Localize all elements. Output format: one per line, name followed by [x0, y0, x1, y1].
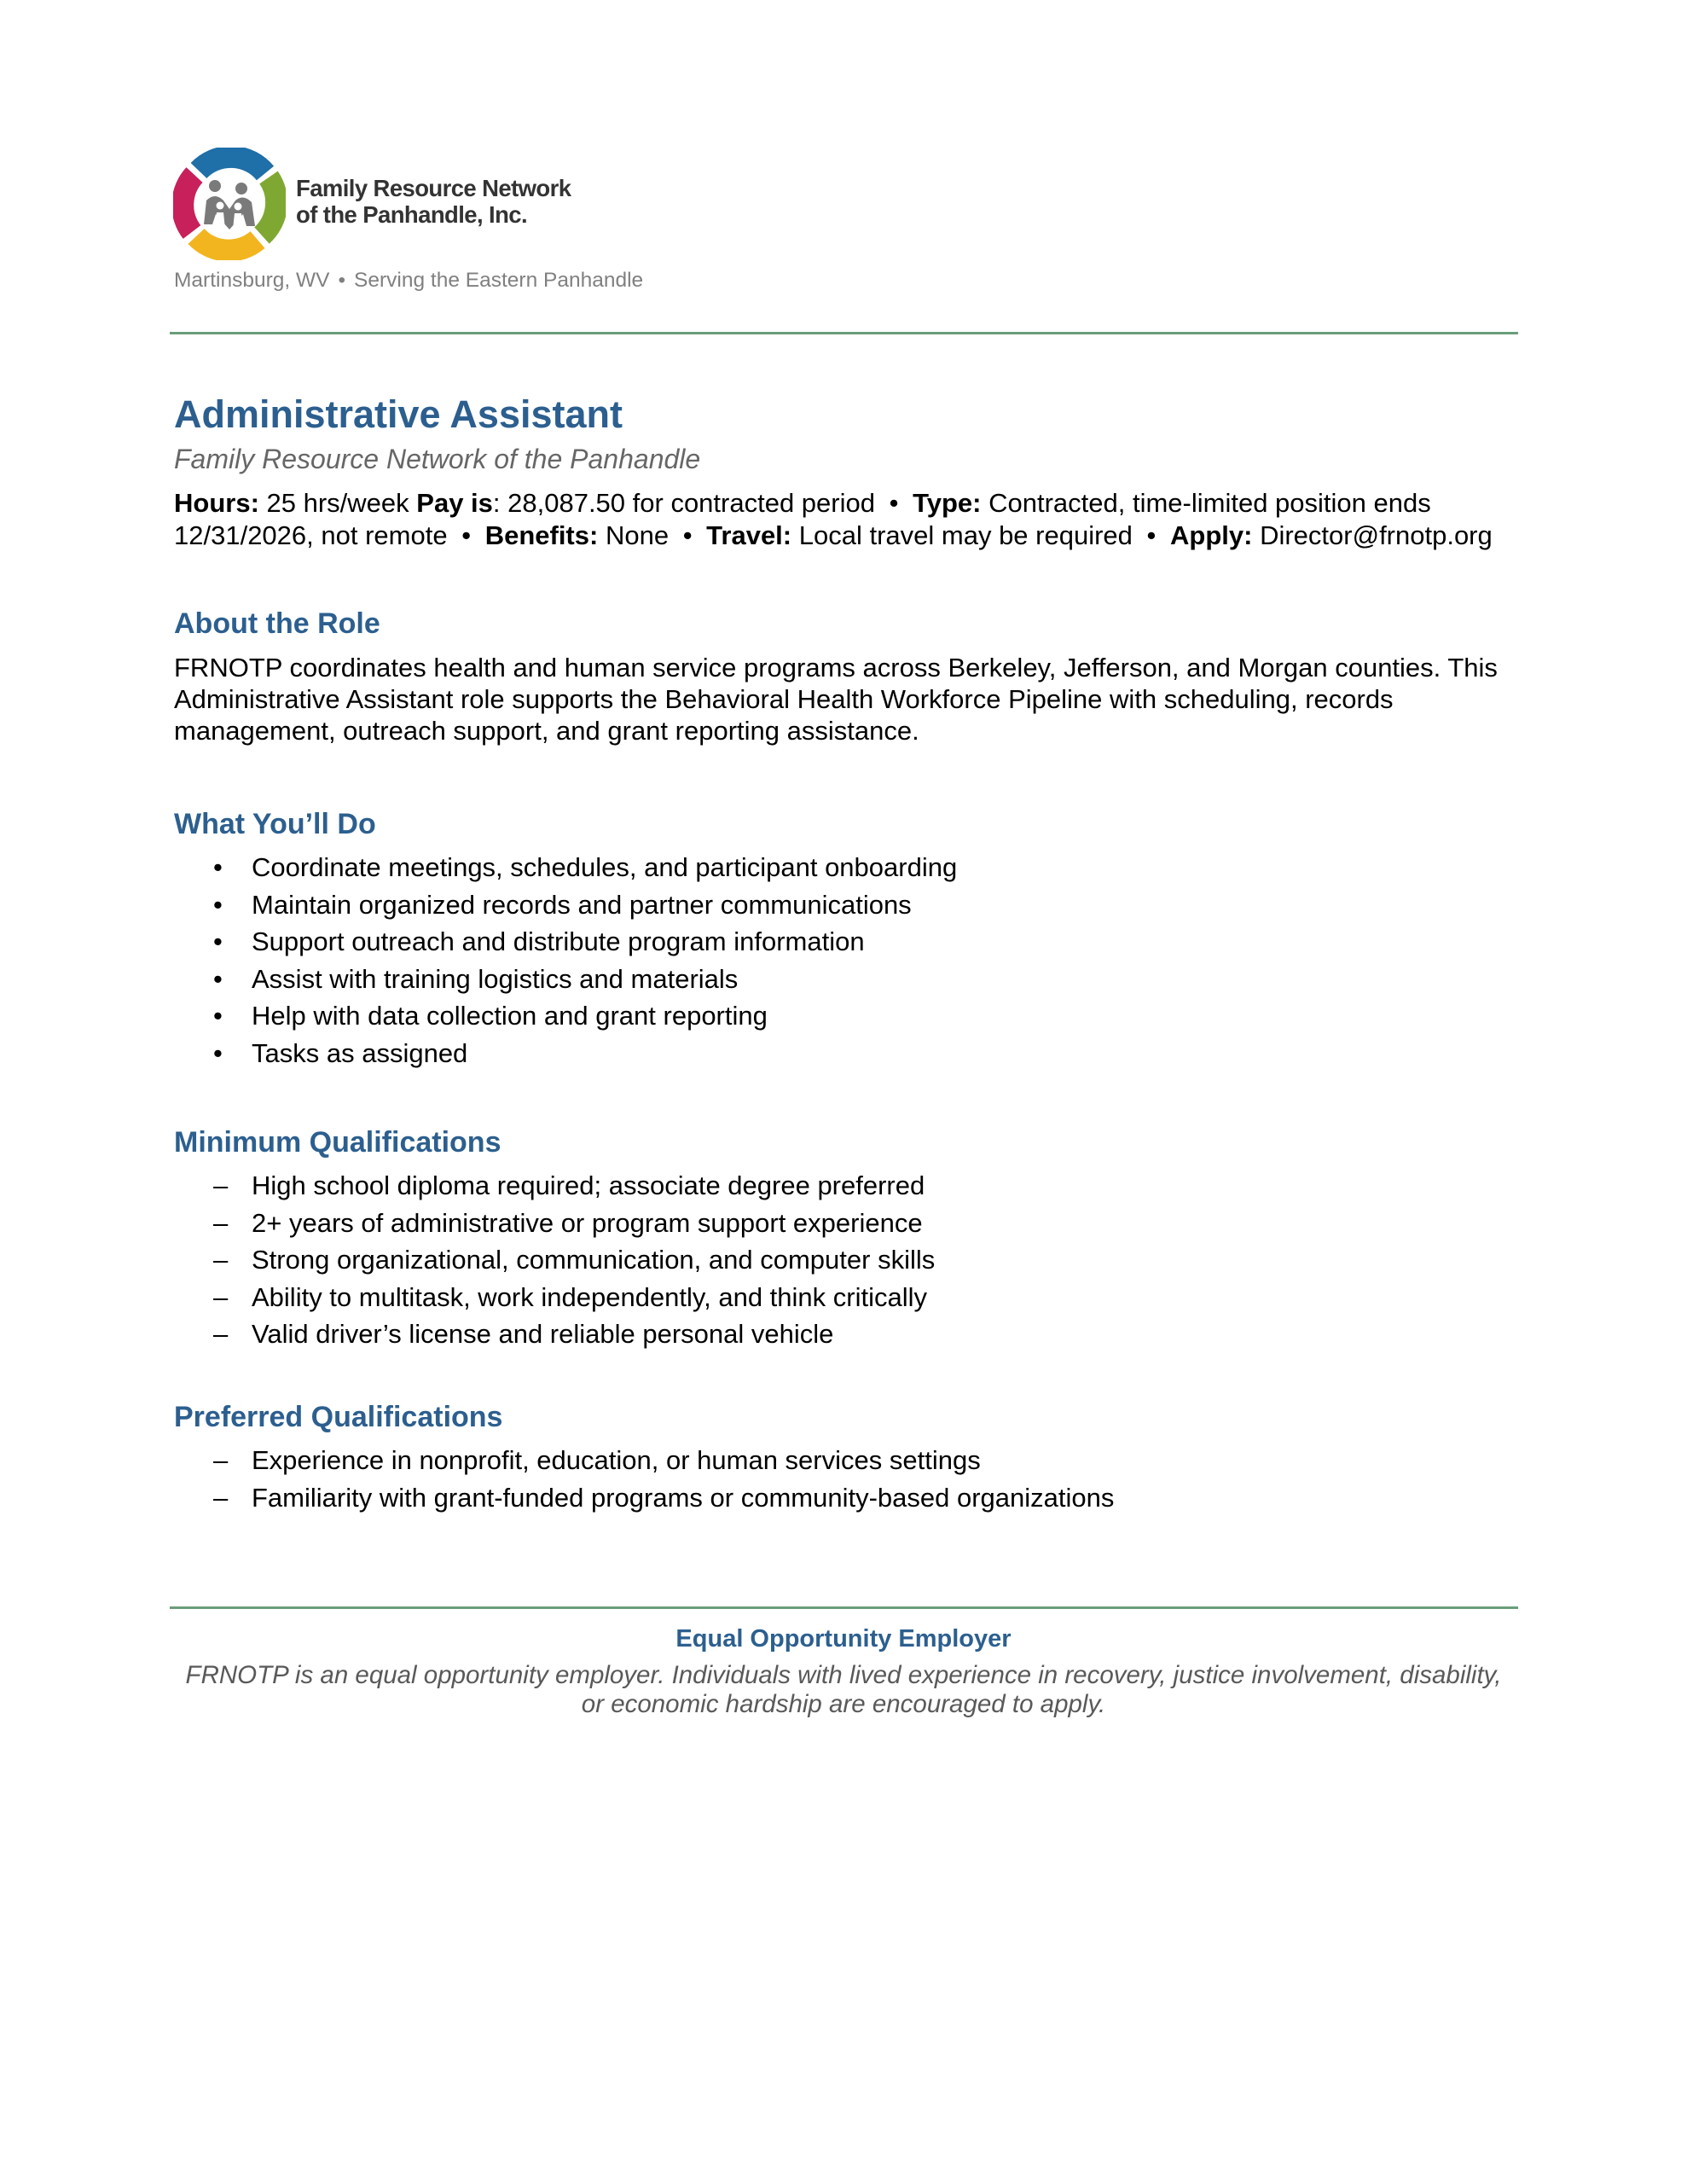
- minimum-qualifications-list: [174, 1167, 935, 1353]
- pay-value: : 28,087.50 for contracted period: [492, 488, 875, 518]
- section-heading-minimum-qualifications: Minimum Qualifications: [174, 1126, 501, 1159]
- list-item-text: Ability to multitask, work independently, and think critically: [252, 1281, 927, 1312]
- travel-value: Local travel may be required: [798, 520, 1133, 550]
- list-item-text: Assist with training logistics and materials: [252, 963, 739, 994]
- list-item: [174, 923, 957, 961]
- tagline: Serving the Eastern Panhandle: [354, 269, 644, 292]
- list-item-text: Support outreach and distribute program information: [252, 926, 865, 957]
- list-item-text: Valid driver’s license and reliable personal vehicle: [252, 1319, 834, 1350]
- job-meta: [174, 487, 1513, 551]
- pay-label: Pay is: [416, 488, 493, 518]
- separator-dot: •: [1146, 520, 1157, 550]
- list-item: [174, 1167, 935, 1205]
- bullet-icon: •: [213, 852, 223, 882]
- logo-ring-magenta: [183, 175, 194, 232]
- section-heading-duties: What You’ll Do: [174, 808, 376, 840]
- list-item-text: Strong organizational, communication, and computer skills: [252, 1245, 936, 1275]
- section-heading-about: About the Role: [174, 607, 380, 640]
- dash-icon: –: [213, 1281, 229, 1312]
- list-item-text: Experience in nonprofit, education, or human services settings: [252, 1445, 981, 1475]
- separator-dot: •: [338, 269, 346, 292]
- duties-list: [174, 849, 957, 1072]
- organization-name: [296, 175, 571, 228]
- organization-logo: [173, 148, 286, 260]
- footer-text: FRNOTP is an equal opportunity employer. Individuals with lived experience in recovery, justice involvement, disability, or economic hardship are encouraged to apply.: [185, 1661, 1502, 1718]
- list-item: [174, 1205, 935, 1242]
- separator-dot: •: [682, 520, 693, 550]
- dash-icon: –: [213, 1207, 229, 1238]
- bullet-icon: •: [213, 889, 223, 920]
- list-item: [174, 1241, 935, 1279]
- benefits-label: Benefits:: [484, 520, 599, 550]
- list-item: [174, 1479, 1114, 1517]
- list-item-text: Help with data collection and grant reporting: [252, 1001, 768, 1031]
- organization-name-line1: Family Resource Network: [296, 175, 571, 201]
- list-item-text: Coordinate meetings, schedules, and participant onboarding: [252, 852, 958, 882]
- apply-label: Apply:: [1170, 520, 1253, 550]
- list-item: [174, 886, 957, 924]
- list-item-text: Maintain organized records and partner communications: [252, 889, 912, 920]
- separator-dot: •: [461, 520, 472, 550]
- type-label: Type:: [913, 488, 982, 518]
- job-organization: Family Resource Network of the Panhandle: [174, 444, 701, 474]
- hours-label: Hours:: [174, 488, 259, 518]
- list-item: [174, 997, 957, 1035]
- type-value: Contracted, time-limited position ends 12/31/2026, not remote: [174, 488, 1431, 550]
- list-item-text: Tasks as assigned: [252, 1037, 468, 1068]
- list-item-text: Familiarity with grant-funded programs or community-based organizations: [252, 1482, 1115, 1513]
- preferred-qualifications-list: [174, 1442, 1114, 1516]
- apply-email-link[interactable]: Director@frnotp.org: [1260, 520, 1493, 550]
- dash-icon: –: [213, 1445, 229, 1475]
- list-item: [174, 1279, 935, 1316]
- list-item: [174, 1442, 1114, 1479]
- list-item: [174, 961, 957, 998]
- logo-ring-yellow: [196, 236, 258, 251]
- about-text: FRNOTP coordinates health and human service programs across Berkeley, Jefferson, and Morgan counties. This Administrative Assistant role supports the Behavioral Health Workforce Pipeline with scheduling, records management, outreach support, and grant reporting assistance.: [174, 653, 1498, 746]
- organization-name-line2: of the Panhandle, Inc.: [296, 201, 527, 228]
- hours-value: 25 hrs/week: [266, 488, 409, 518]
- dash-icon: –: [213, 1319, 229, 1350]
- separator-dot: •: [889, 488, 899, 518]
- list-item-text: 2+ years of administrative or program support experience: [252, 1207, 923, 1238]
- job-title: Administrative Assistant: [174, 392, 623, 436]
- bullet-icon: •: [213, 1001, 223, 1031]
- footer-heading: Equal Opportunity Employer: [675, 1625, 1012, 1653]
- list-item-text: High school diploma required; associate degree preferred: [252, 1170, 925, 1200]
- list-item: [174, 1035, 957, 1072]
- location-line: [174, 268, 643, 293]
- footer-divider: [170, 1606, 1518, 1609]
- bullet-icon: •: [213, 1037, 223, 1068]
- dash-icon: –: [213, 1482, 229, 1513]
- section-heading-preferred-qualifications: Preferred Qualifications: [174, 1401, 503, 1433]
- list-item: [174, 1316, 935, 1353]
- header-divider: [170, 332, 1518, 334]
- dash-icon: –: [213, 1245, 229, 1275]
- bullet-icon: •: [213, 963, 223, 994]
- travel-label: Travel:: [706, 520, 792, 550]
- location: Martinsburg, WV: [174, 269, 330, 292]
- bullet-icon: •: [213, 926, 223, 957]
- dash-icon: –: [213, 1170, 229, 1200]
- benefits-value: None: [605, 520, 670, 550]
- logo-ring-green: [262, 177, 276, 235]
- list-item: [174, 849, 957, 886]
